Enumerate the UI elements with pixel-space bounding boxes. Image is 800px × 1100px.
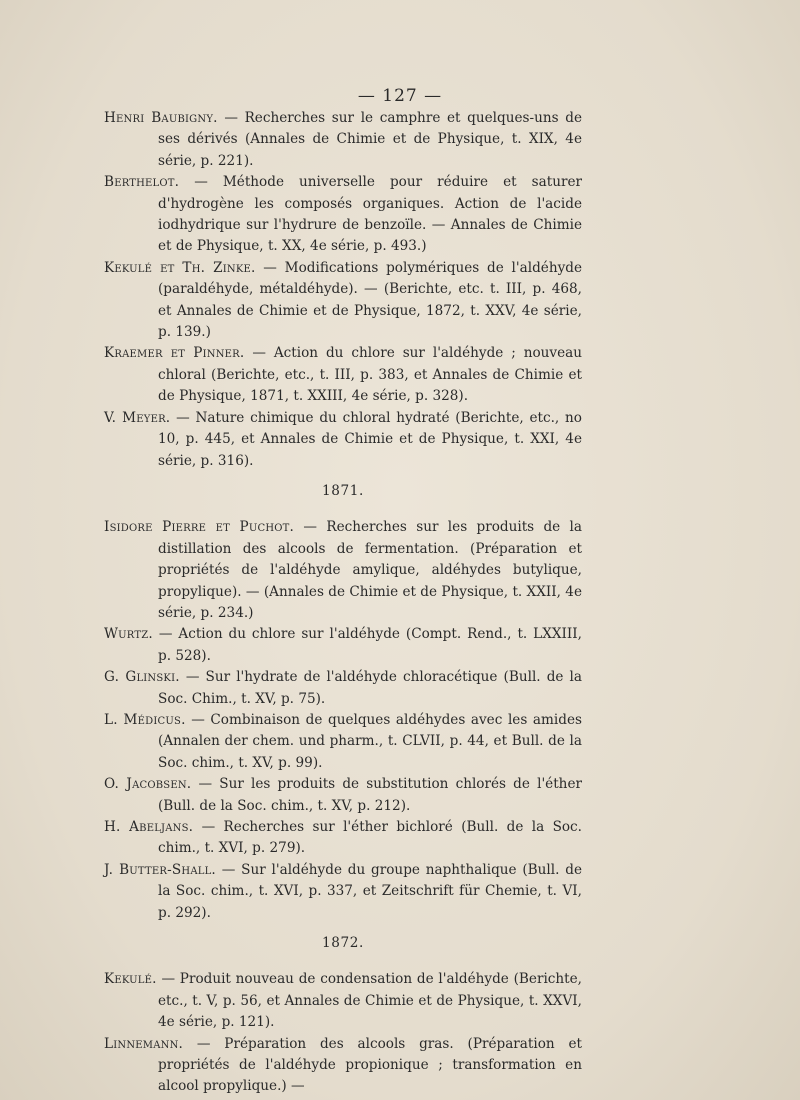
entry-text: — Sur les produits de substitution chlorés de l'éther (Bull. de la Soc. chim., t. XV, p. 212). [158,776,582,814]
bibliography-entry [104,860,582,924]
entry-text: — Méthode universelle pour réduire et saturer d'hydrogène les composés organiques. Action de l'acide iodhydrique sur l'hydrure de benzoïle. — Annales de Chimie et de Physique, t. XX, 4e série, p. 493.) [158,174,582,255]
bibliography-entry [104,108,582,172]
entry-author: G. Glinski. [104,669,180,686]
year-heading: 1871. [322,482,364,499]
bibliography-entry [104,343,582,407]
bibliography-entry [104,172,582,258]
entry-author: Kekulé. [104,971,157,988]
bibliography-entry [104,517,582,624]
entry-author: L. Médicus. [104,711,186,728]
entry-text: — Sur l'hydrate de l'aldéhyde chloracétique (Bull. de la Soc. Chim., t. XV, p. 75). [158,669,582,707]
entry-author: H. Abeljans. [104,819,194,835]
page-number: — 127 — [357,86,443,106]
bibliography-entry [104,969,582,1033]
bibliography-entry [104,710,582,774]
entry-text: — Préparation des alcools gras. (Préparation et propriétés de l'aldéhyde propionique ; transformation en alcool propylique.) — [158,1035,582,1095]
entry-author: Henri Baubigny. [104,110,218,126]
bibliography-entry [104,667,582,710]
year-heading: 1872. [322,935,364,952]
entry-text: — Recherches sur l'éther bichloré (Bull. de la Soc. chim., t. XVI, p. 279). [158,819,582,857]
bibliography-entry [104,774,582,817]
entry-text: — Recherches sur le camphre et quelques-uns de ses dérivés (Annales de Chimie et de Physique, t. XIX, 4e série, p. 221). [158,110,582,169]
bibliography-entry [104,1034,582,1098]
entry-text: — Modifications polymériques de l'aldéhyde (paraldéhyde, métaldéhyde). — (Berichte, etc. t. III, p. 468, et Annales de Chimie et de Physique, 1872, t. XXV, 4e série, p. 139.) [158,259,582,341]
entry-author: Isidore Pierre et Puchot. [104,519,295,536]
bibliography-list [104,108,582,1098]
entry-author: Kraemer et Pinner. [104,345,245,362]
entry-author: O. Jacobsen. [104,776,192,793]
entry-author: J. Butter-Shall. [104,861,216,878]
entry-author: Berthelot. [104,174,180,191]
entry-text: — Nature chimique du chloral hydraté (Berichte, etc., no 10, p. 445, et Annales de Chimie et de Physique, t. XXI, 4e série, p. 316). [158,409,582,469]
entry-text: — Action du chlore sur l'aldéhyde ; nouveau chloral (Berichte, etc., t. III, p. 383, et Annales de Chimie et de Physique, 1871, t. XXIII, 4e série, p. 328). [158,345,583,405]
bibliography-entry [104,624,582,667]
entry-text: — Recherches sur les produits de la distillation des alcools de fermentation. (Préparation et propriétés de l'aldéhyde amylique, aldéhydes butylique, propylique). — (Annales de Chimie et de Physique, t. XXII, 4e série, p. 234.) [158,519,582,621]
entry-author: Linnemann. [104,1035,184,1052]
entry-author: V. Meyer. [104,409,171,426]
entry-author: Wurtz. [104,626,153,643]
entry-text: — Action du chlore sur l'aldéhyde (Compt. Rend., t. LXXIII, p. 528). [152,626,582,664]
entry-text: — Combinaison de quelques aldéhydes avec les amides (Annalen der chem. und pharm., t. CLVII, p. 44, et Bull. de la Soc. chim., t. XV, p. 99). [158,711,582,771]
bibliography-entry [104,817,582,860]
bibliography-entry [104,258,582,344]
bibliography-entry [104,408,582,472]
entry-author: Kekulé et Th. Zinke. [104,259,256,276]
entry-text: — Produit nouveau de condensation de l'aldéhyde (Berichte, etc., t. V, p. 56, et Annales de Chimie et de Physique, t. XXVI, 4e série, p. 121). [156,971,582,1031]
entry-text: — Sur l'aldéhyde du groupe naphthalique (Bull. de la Soc. chim., t. XVI, p. 337, et Zeitschrift für Chemie, t. VI, p. 292). [158,861,582,921]
